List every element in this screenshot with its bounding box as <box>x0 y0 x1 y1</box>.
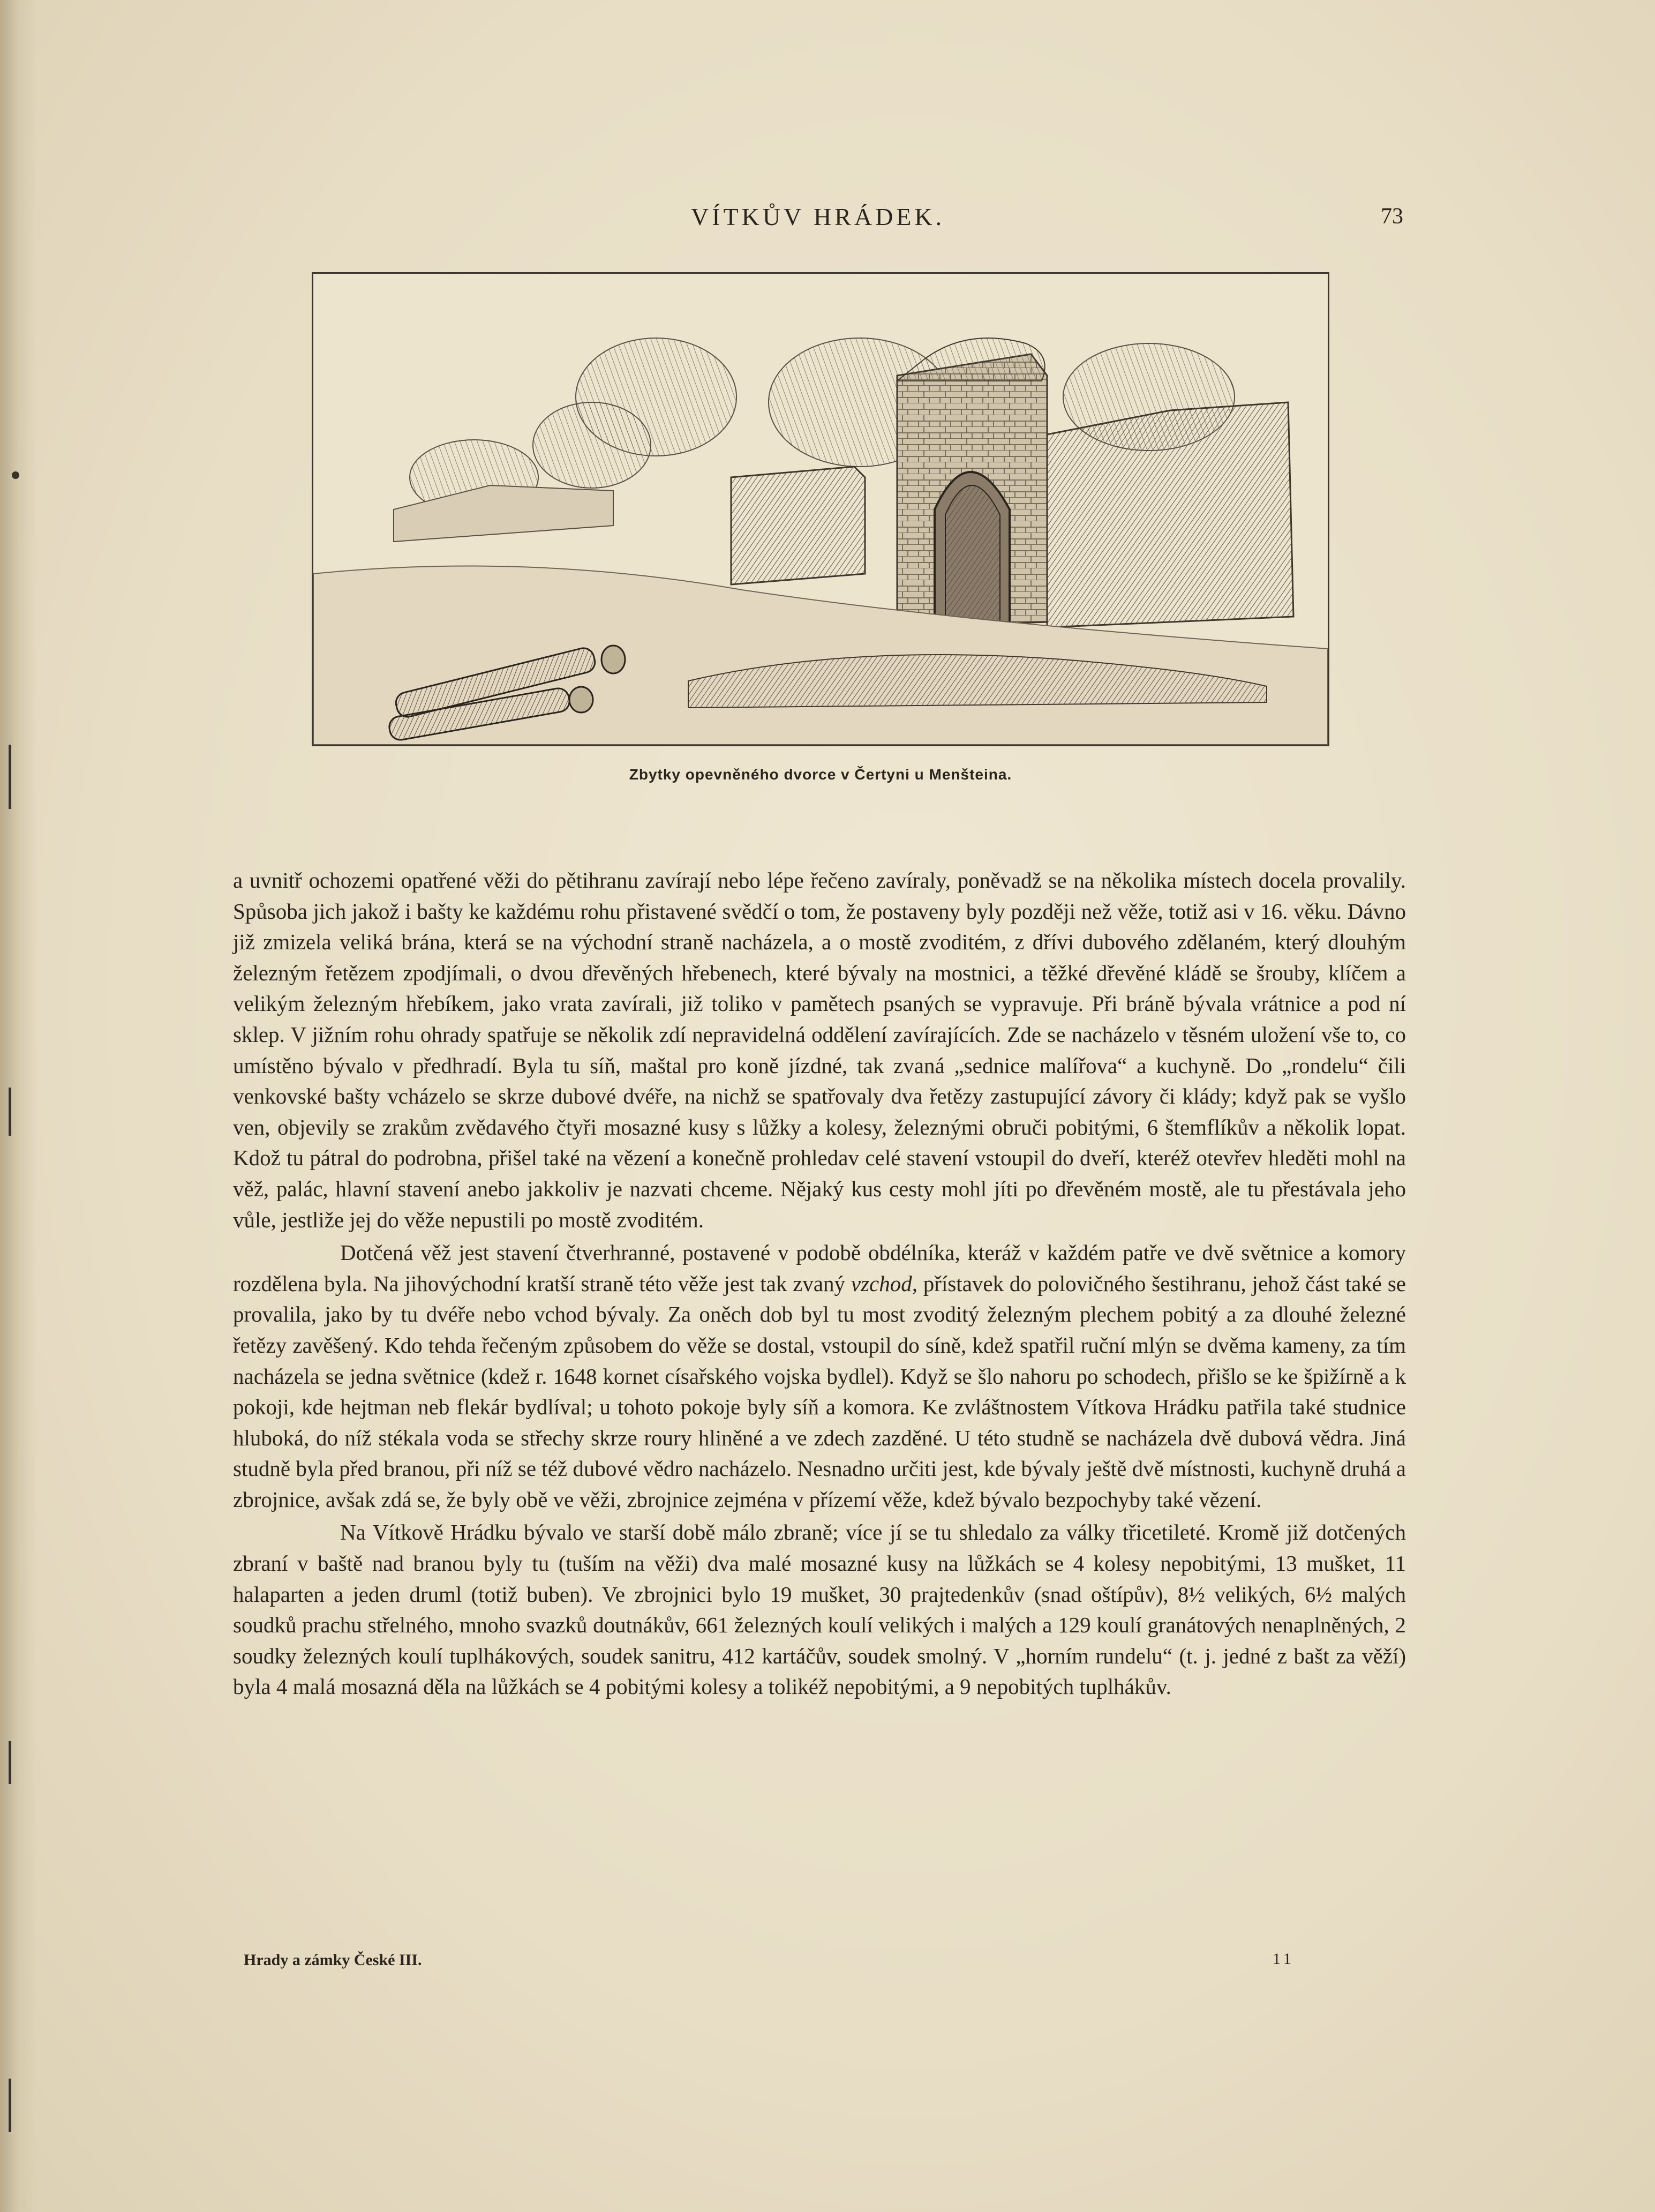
paragraph-2-part-b: přístavek do polovičného šestihranu, jehož část také se provalila, jako by tu dvéře nebo vchod bývaly. Za oněch dob byl tu most zvoditý železným plechem pobitý a za dlouhé železné řetězy zavěšený. Kdo tehda řečeným způsobem do věže se dostal, vstoupil do síně, kdež spatřil ruční mlýn se dvěma kameny, za tím nacházela se jedna světnice (kdež r. 1648 kornet císařského vojska bydlel). Když se šlo nahoru po schodech, přišlo se ke špižírně a k pokoji, kde hejtman neb flekár bydlíval; u tohoto pokoje byly síň a komora. Ke zvláštnostem Vítkova Hrádku patřila také studnice hluboká, do níž stékala voda se střechy skrze roury hliněné a ve zdech zazděné. U této studně se nacházela dvě dubová vědra. Jiná studně byla před branou, při níž se též dubové vědro nacházelo. Nesnadno určiti jest, kde bývaly ještě dvě místnosti, kuchyně druhá a zbrojnice, avšak zdá se, že byly obě ve věži, zbrojnice zejména v přízemí věže, kdež bývalo bezpochyby také vězení. <box>233 1271 1406 1512</box>
paragraph-2-italic: vzchod, <box>851 1271 917 1296</box>
ruined-wall-right <box>1047 402 1293 627</box>
paragraph-2 <box>233 1238 1406 1515</box>
castle-ruins-engraving <box>313 274 1328 745</box>
ruined-wall-left <box>731 467 865 584</box>
footer-signature-right: 11 <box>1273 1950 1295 1968</box>
margin-mark <box>9 1741 11 1784</box>
gate-tower <box>897 338 1047 627</box>
paragraph-3: Na Vítkově Hrádku bývalo ve starší době málo zbraně; více jí se tu shledalo za války třicetileté. Kromě již dotčených zbraní v baště nad branou byly tu (tuším na věži) dva malé mosazné kusy na lůžkách se 4 kolesy nepobitými, 13 mušket, 11 halaparten a jeden druml (totiž buben). Ve zbrojnici bylo 19 mušket, 30 prajtedenkův (snad oštípův), 8½ velikých, 6½ malých soudků prachu střelného, mnoho svazků doutnákův, 661 železných koulí velikých i malých a 129 koulí granátových nenaplněných, 2 soudky železných koulí tuplhákových, soudek sanitru, 412 kartáčův, soudek smolný. V „horním rundelu“ (t. j. jedné z bašt za věží) byla 4 malá mosazná děla na lůžkách se 4 pobitými kolesy a tolikéž nepobitými, a 9 nepobitých tuplhákův. <box>233 1520 1406 1699</box>
margin-mark <box>9 2079 11 2132</box>
page-number: 73 <box>1381 204 1403 229</box>
figure-caption: Zbytky opevněného dvorce v Čertyni u Menšteina. <box>629 766 1012 783</box>
margin-mark <box>9 1088 11 1136</box>
body-text <box>233 865 1406 1703</box>
margin-mark <box>9 745 11 809</box>
paragraph-1: a uvnitř ochozemi opatřené věži do pětihranu zavírají nebo lépe řečeno zavíraly, poněvadž se na několika místech docela provalily. Spůsoba jich jakož i bašty ke každému rohu přistavené svědčí o tom, že postaveny byly později než věže, totiž asi v 16. věku. Dávno již zmizela veliká brána, která se na východní straně nacházela, a o mostě zvoditém, z dřívi dubového zdělaném, který dlouhým železným řetězem zpodjímali, o dvou dřevěných hřebenech, které bývaly na mostnici, a těžké dřevěné kládě se šrouby, klíčem a velikým železným hřebíkem, jako vrata zavírali, již toliko v pamětech psaných se vypravuje. Při bráně bývala vrátnice a pod ní sklep. V jižním rohu ohrady spatřuje se několik zdí nepravidelná oddělení zavírajících. Zde se nacházelo v těsném uložení vše to, co umístěno bývalo v předhradí. Byla tu síň, maštal pro koně jízdné, tak zvaná „sednice malířova“ a kuchyně. Do „rondelu“ čili venkovské bašty vcházelo se skrze dubové dvéře, na nichž se spatřovaly dva řetězy zastupující závory či klády; když pak se vyšlo ven, objevily se zrakům zvědavého čtyři mosazné kusy s lůžky a kolesy, železnými obruči pobitými, 6 štemflíkův a několik lopat. Kdož tu pátral do podrobna, přišel také na vězení a konečně prohledav celé stavení vstoupil do dveří, kteréž otevřev hleděti mohl na věž, palác, hlavní stavení anebo jakkoliv je nazvati chceme. Nějaký kus cesty mohl jíti po dřevěném mostě, ale tu přestávala jeho vůle, jestliže jej do věže nepustili po mostě zvoditém. <box>233 868 1406 1232</box>
footer-signature-left: Hrady a zámky České III. <box>244 1951 422 1969</box>
paragraph-2-part-a: Dotčená věž jest stavení čtverhranné, postavené v podobě obdélníka, kteráž v každém patře ve dvě světnice a komory rozdělena byla. Na jihovýchodní kratší straně této věže jest tak zvaný <box>233 1240 1406 1296</box>
margin-mark <box>12 471 19 479</box>
running-header-title: VÍTKŮV HRÁDEK. <box>691 203 945 230</box>
engraving-illustration <box>312 272 1329 746</box>
spine-shadow <box>0 0 37 2212</box>
